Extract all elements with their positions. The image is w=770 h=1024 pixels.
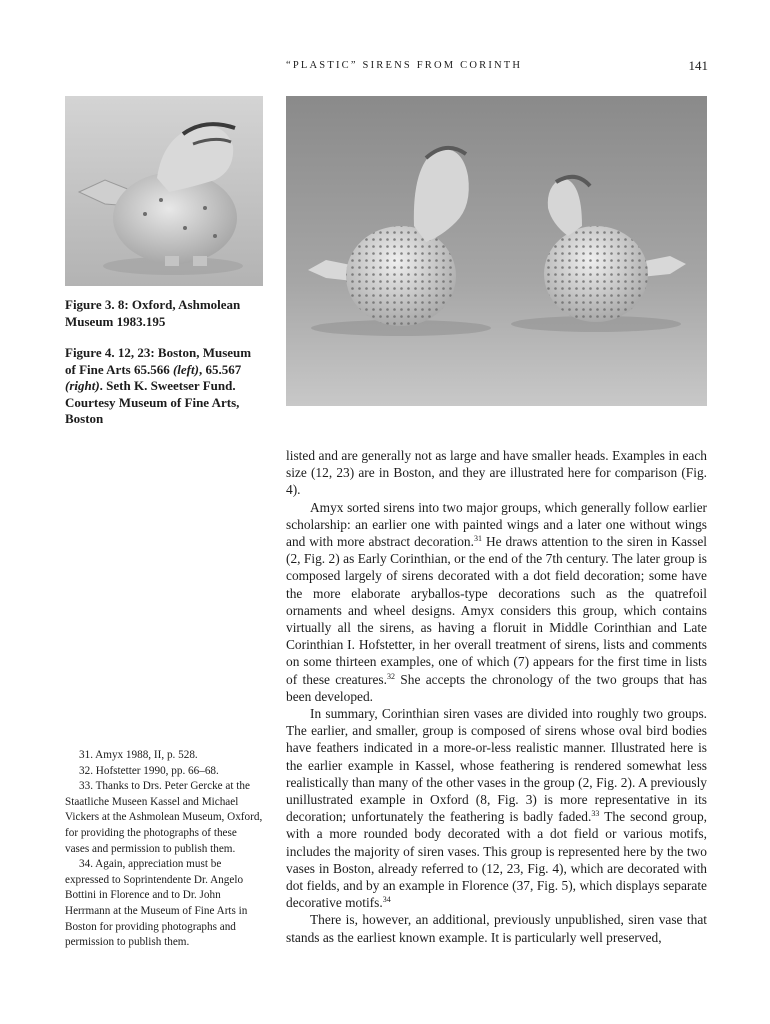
footnote: 31. Amyx 1988, II, p. 528. bbox=[79, 749, 198, 761]
footnote-ref: 34 bbox=[382, 895, 391, 905]
figure-4-caption bbox=[65, 345, 265, 428]
paragraph: listed and are generally not as large and have smaller heads. Examples in each size (12, 23) are in Boston, and they are illustrated here for comparison (Fig. 4). bbox=[286, 448, 707, 498]
figure-4-caption-text: , 65.567 bbox=[198, 361, 242, 377]
figure-4-caption-left: (left) bbox=[172, 361, 199, 377]
figure-4-caption-text: Figure 4. 12, 23: Boston, Museum of Fine Arts 65.566 bbox=[65, 345, 252, 377]
footnote: 34. Again, appreciation must be expressed to Soprintendente Dr. Angelo Bottini in Florence and to Dr. John Herrmann at the Museum of Fine Arts in Boston for providing photographs and permission to publish them. bbox=[65, 858, 248, 949]
running-head: “PLASTIC” SIRENS FROM CORINTH bbox=[286, 60, 523, 71]
main-text bbox=[286, 447, 707, 946]
footnote: 33. Thanks to Drs. Peter Gercke at the Staatliche Museen Kassel and Michael Vickers at the Ashmolean Museum, Oxford, for providing the photographs of these vases and permission to publish them. bbox=[65, 780, 263, 855]
footnote-ref: 31 bbox=[473, 534, 482, 544]
siren-vases-boston-image bbox=[286, 96, 707, 406]
paragraph: There is, however, an additional, previously unpublished, siren vase that stands as the earliest known example. It is particularly well preserved, bbox=[286, 912, 707, 945]
figure-4-caption-right: (right) bbox=[65, 378, 100, 393]
siren-vase-oxford-image bbox=[65, 96, 263, 286]
paragraph-text: In summary, Corinthian siren vases are divided into roughly two groups. The earlier, and smaller, group is composed of sirens whose oval bird bodies have feathers indicated in a more-or-less realistic manner. Illustrated here is the earlier example in Kassel, whose feathering is rendered somewhat less realistically than many of the other vases in the group (2, Fig. 2). A previously unillustrated example in Oxford (8, Fig. 3) is more representative in its decoration; unfortunately the feathering is badly faded. bbox=[286, 706, 707, 825]
paragraph bbox=[286, 705, 707, 911]
figure-4-caption-text: . Seth K. Sweetser Fund. Courtesy Museum of Fine Arts, Boston bbox=[65, 378, 240, 426]
footnotes bbox=[65, 748, 263, 951]
footnote: 32. Hofstetter 1990, pp. 66–68. bbox=[79, 764, 219, 777]
paragraph-text: She accepts the chronology of the two groups that has been developed. bbox=[286, 671, 708, 704]
figure-3-caption: Figure 3. 8: Oxford, Ashmolean Museum 1983.195 bbox=[65, 297, 241, 329]
paragraph-text: The second group, with a more rounded body decorated with a dot field or various motifs, includes the majority of siren vases. This group is represented here by the two vases in Boston, already referred to (12, 23, Fig. 4), which are decorated with dot fields, and by an example in Florence (37, Fig. 5), which displays separate decorative motifs. bbox=[286, 809, 707, 911]
paragraph-text: Amyx sorted sirens into two major groups, which generally follow earlier scholarship: an earlier one with painted wings and a later one without wings and with more abstract decoration. bbox=[286, 499, 707, 550]
page-number: 141 bbox=[688, 58, 708, 73]
paragraph bbox=[286, 499, 707, 705]
footnote-ref: 32 bbox=[386, 671, 395, 681]
footnote-ref: 33 bbox=[591, 809, 600, 819]
figure-3-photo bbox=[65, 96, 263, 286]
figure-4-photo bbox=[286, 96, 707, 406]
paragraph-text: He draws attention to the siren in Kassel (2, Fig. 2) as Early Corinthian, or the end of the 7th century. The later group is composed largely of sirens decorated with a dot field decoration; some have the more elaborate aryballos-type decorations such as the quatrefoil ornaments and wheel designs. Amyx considers this group, which contains virtually all the sirens, as having a floruit in Middle Corinthian and Late Corinthian I. Hofstetter, in her overall treatment of sirens, lists and comments on some thirteen examples, one of which (7) appears for the first time in lists of these creatures. bbox=[286, 534, 707, 687]
